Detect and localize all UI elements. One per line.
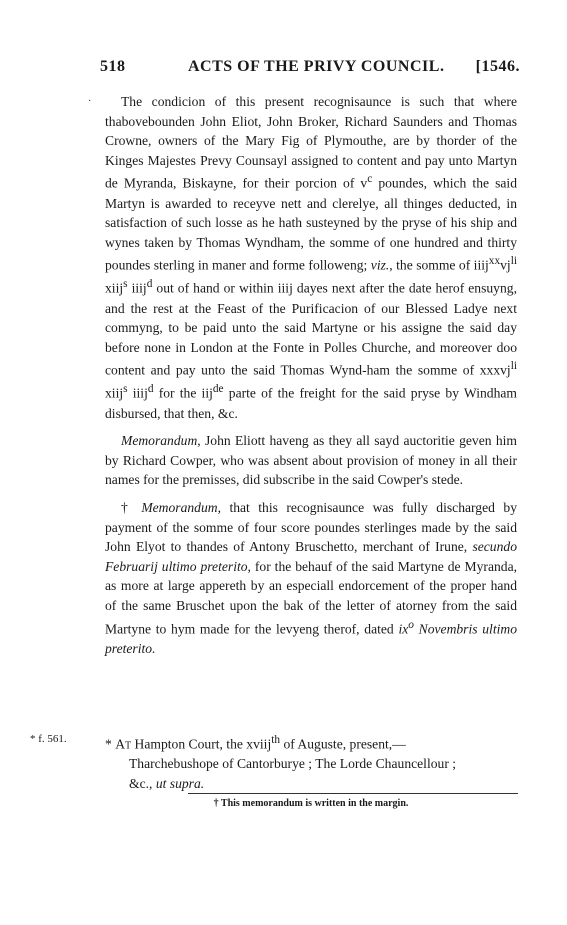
footnote-rule (188, 793, 518, 794)
running-header (100, 58, 520, 80)
folio-margin-ref: * f. 561. (30, 733, 67, 745)
footnote: † This memorandum is written in the margin. (213, 798, 409, 809)
running-title: ACTS OF THE PRIVY COUNCIL. (188, 58, 445, 75)
running-year: [1546. (475, 58, 520, 75)
dagger-mark: † (121, 499, 142, 515)
meeting-line-2: Tharchebushope of Cantorburye ; The Lorde Chauncellour ; (129, 756, 457, 772)
main-text (105, 92, 517, 658)
memorandum-paragraph-1: Memorandum, John Eliott haveng as they all sayd auctoritie geven him by Richard Cowper, who was absent about provision of money in all their names for the premisses, did subscribe in the said Cowper's stede. (105, 433, 517, 488)
meeting-line-3: &c., ut supra. (129, 775, 205, 791)
margin-dot: · (88, 96, 92, 107)
meeting-line-1: * At Hampton Court, the xviij$^{th}$ of Auguste, present,— (105, 734, 406, 752)
memorandum-paragraph-2: † Memorandum, that this recognisaunce was fully discharged by payment of the somme of four score poundes sterlinges made by the said John Elyot to thandes of Antony Bruschetto, merchant of Irune, secundo Februarij ultimo preterito, for the behauf of the said Martyne de Myranda, as more at large appereth by an especiall endorcement of the proper hand of the same Bruschet upon the bak of the letter of atorney from the said Martyne to hym made for the levyeng therof, dated $ix^o$ Novembris ultimo preterito. (105, 499, 517, 656)
recognisance-condition-paragraph: The condicion of this present recognisaunce is such that where thabovebounden John Eliot, John Broker, Richard Saunders and Thomas Crowne, owners of the Mary Fig of Plymouthe, are by thorder of the Kinges Majestes Prevy Counsayl assigned to content and pay unto Martyn de Myranda, Biskayne, for their porcion of $v^c$ poundes, which the said Martyn is awarded to receyve nett and clerelye, all thinges deducted, in satisfaction of such losse as he hath susteyned by the pryse of his ship and wynes taken by Thomas Wyndham, the somme of one hundred and thirty poundes sterling in maner and forme followeng; viz., the somme of $iiij^{xx}vj^{li}$ xiij$^s$ iiij$^d$ out of hand or within iiij dayes next after the date herof ensuyng, and the rest at the Feast of the Purificacion of our Blessed Ladye next commyng, to be paid unto the said Martyne or his assigne the said day before none in London at the Fonte in Polles Churche, and moreover doo content and pay unto the said Thomas Wynd-ham the somme of xxxvj$^{li}$ xiij$^s$ iiij$^d$ for the iij$^{de}$ parte of the freight for the said pryse by Windham disbursed, that then, &c. (105, 94, 518, 421)
council-meeting-entry (105, 731, 517, 793)
page-number: 518 (100, 58, 126, 75)
